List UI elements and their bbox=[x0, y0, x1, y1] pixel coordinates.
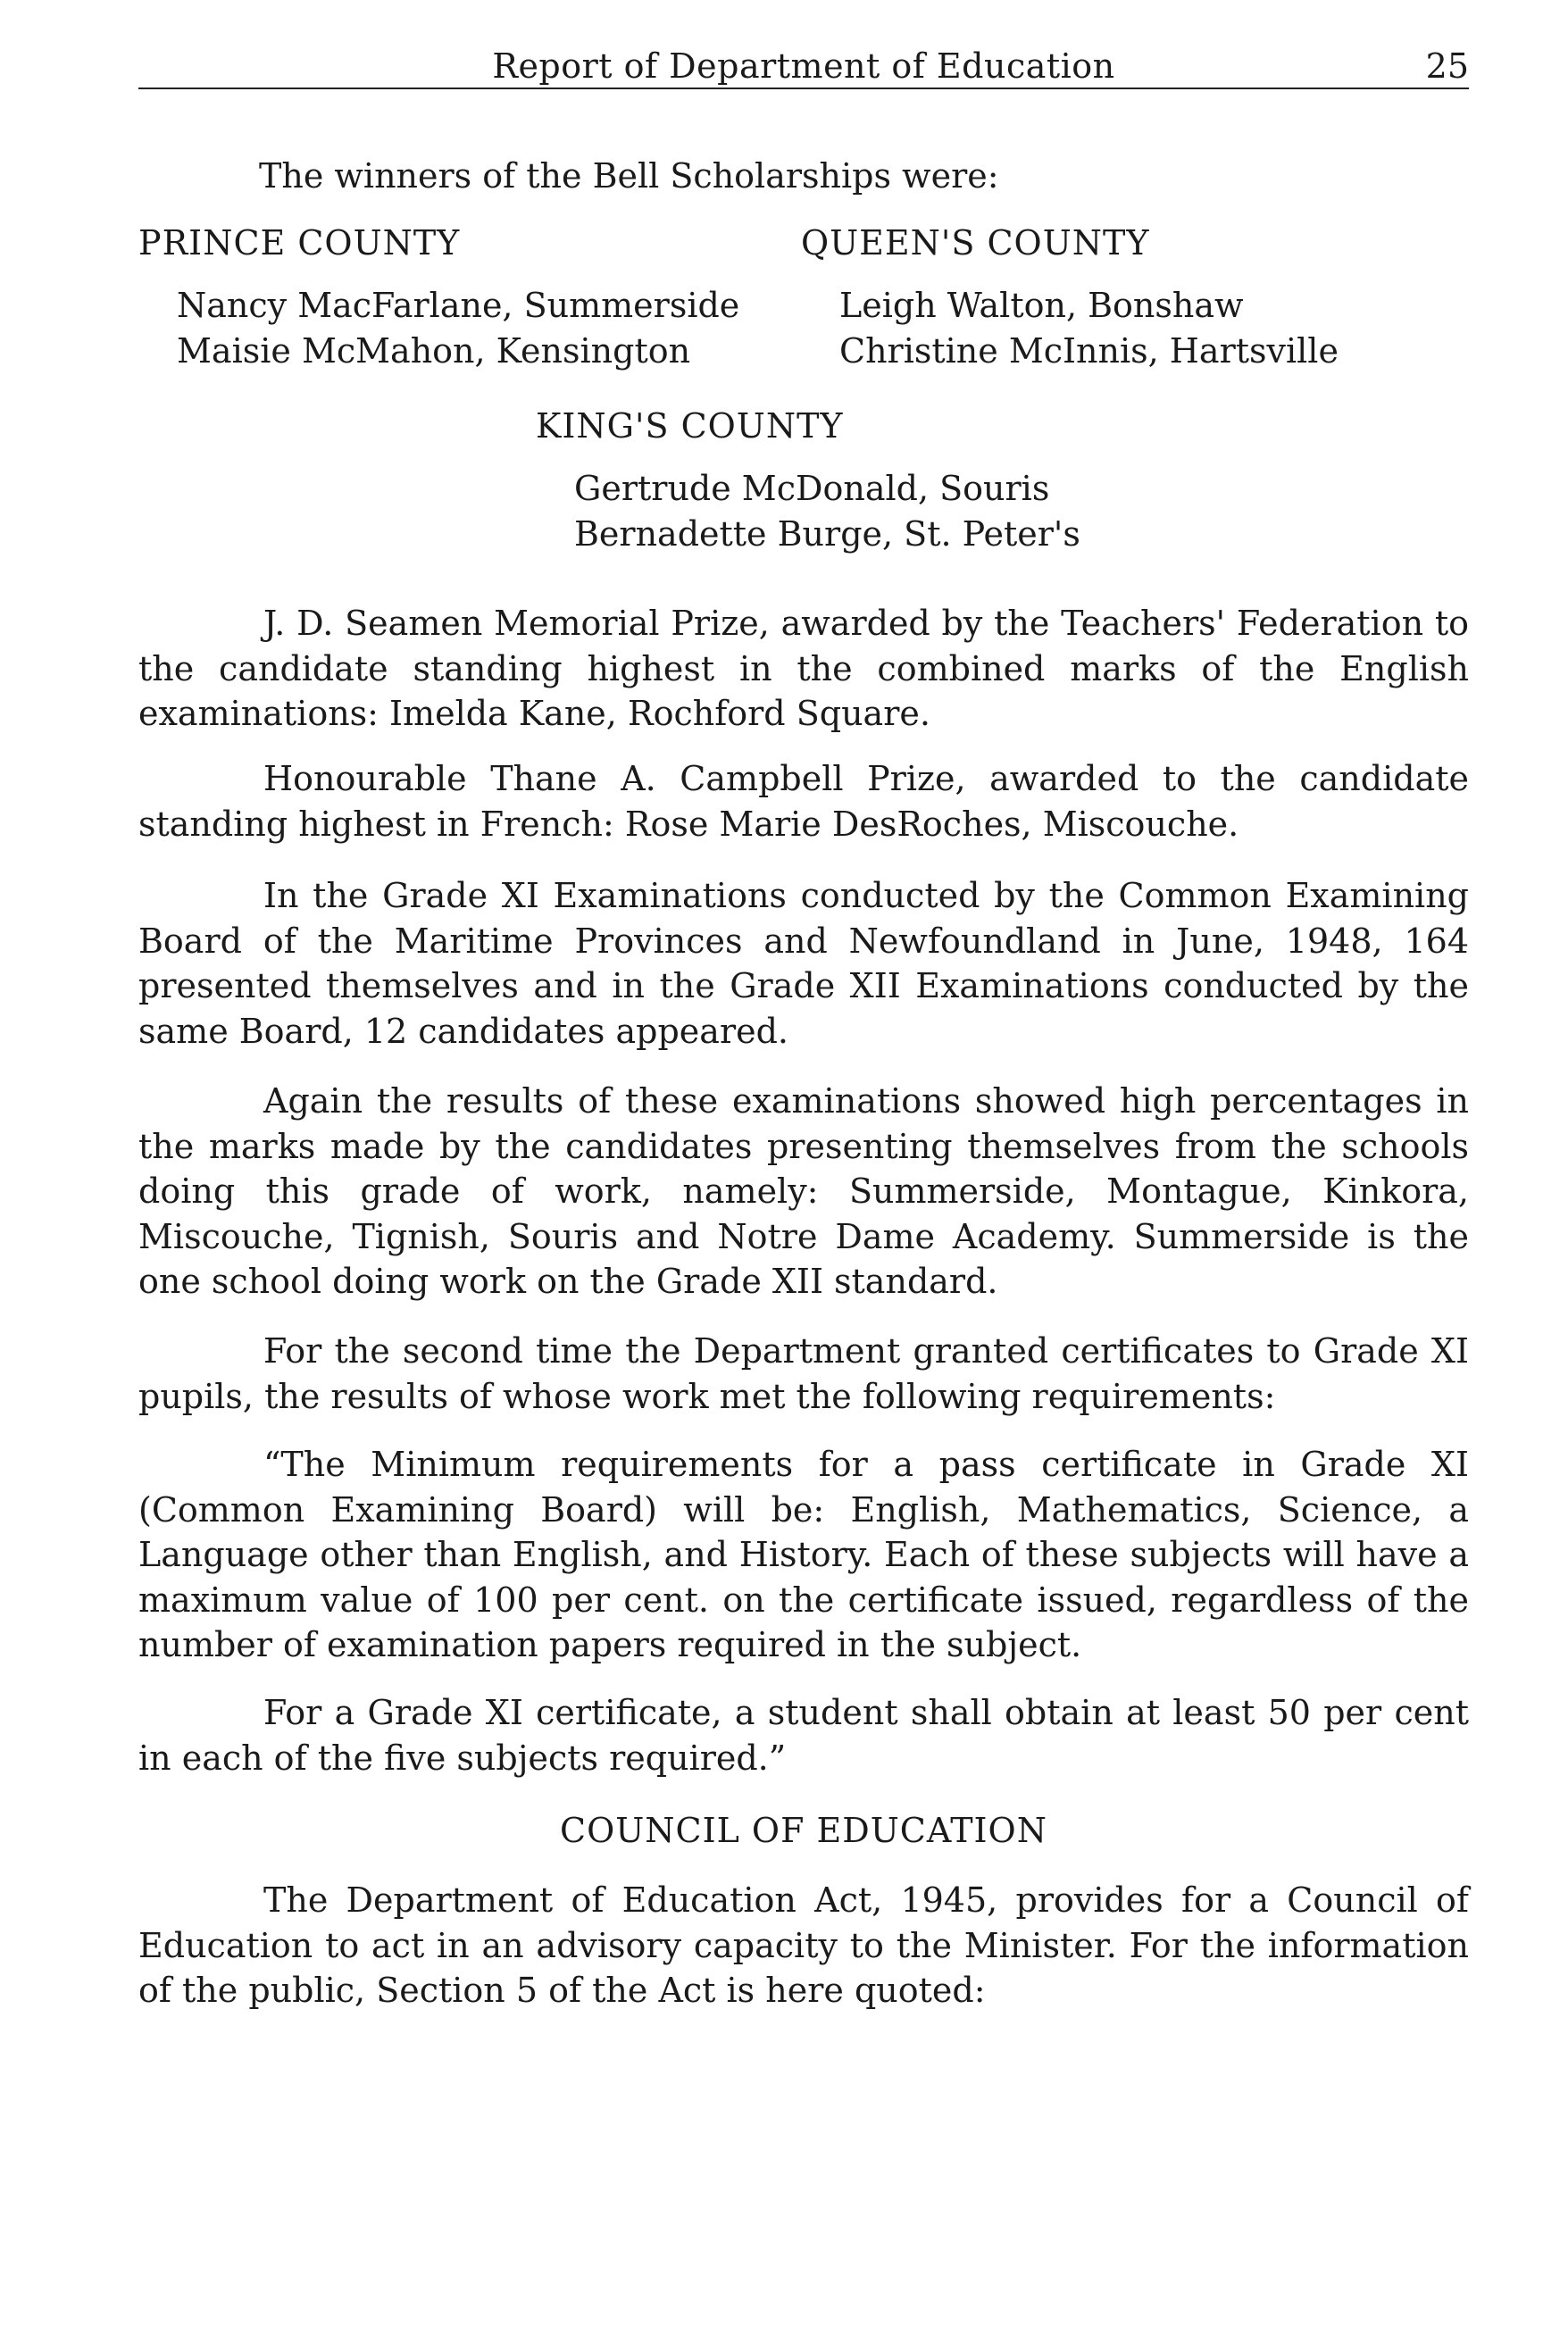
paragraph-quote-requirements: “The Minimum requirements for a pass certificate in Grade XI (Common Examining Board) will be: English, Mathematics, Science, a Language other than English, and History. Each of these subjects will have a maximum value of 100 per cent. on the certificate issued, regardless of the number of examination papers required in the subject. bbox=[138, 1445, 1469, 1664]
paragraph-results: Again the results of these examinations showed high percentages in the marks made by the candidates presenting themselves from the schools doing this grade of work, namely: Summerside, Montague, Kinkora, Miscouche, Tignish, Souris and Notre Dame Academy. Summerside is the one school doing work on the Grade XII standard. bbox=[138, 1081, 1469, 1301]
kings-county-winner: Bernadette Burge, St. Peter's bbox=[574, 514, 1080, 554]
kings-county-heading: KING'S COUNTY bbox=[536, 406, 844, 446]
kings-county-winner: Gertrude McDonald, Souris bbox=[574, 469, 1050, 508]
queens-county-winner: Christine McInnis, Hartsville bbox=[839, 331, 1339, 371]
paragraph-seamen-prize: J. D. Seamen Memorial Prize, awarded by the Teachers' Federation to the candidate standing highest in the combined marks of the English examinations: Imelda Kane, Rochford Square. bbox=[138, 604, 1469, 733]
prince-county-heading: PRINCE COUNTY bbox=[138, 223, 461, 263]
scholarships-intro: The winners of the Bell Scholarships were: bbox=[259, 156, 999, 196]
paragraph-certificates: For the second time the Department granted certificates to Grade XI pupils, the results of whose work met the following requirements: bbox=[138, 1331, 1469, 1416]
queens-county-winner: Leigh Walton, Bonshaw bbox=[839, 286, 1244, 325]
council-heading: COUNCIL OF EDUCATION bbox=[560, 1811, 1047, 1850]
queens-county-heading: QUEEN'S COUNTY bbox=[801, 223, 1150, 263]
paragraph-grade-xi-exams: In the Grade XI Examinations conducted by the Common Examining Board of the Maritime Provinces and Newfoundland in June, 1948, 164 presented themselves and in the Grade XII Examinations conducted by the same Board, 12 candidates appeared. bbox=[138, 876, 1469, 1051]
paragraph-quote-grade-xi: For a Grade XI certificate, a student shall obtain at least 50 per cent in each of the five subjects required.” bbox=[138, 1693, 1469, 1778]
page-number: 25 bbox=[1425, 46, 1469, 86]
page-header bbox=[138, 43, 1469, 89]
prince-county-winner: Nancy MacFarlane, Summerside bbox=[177, 286, 740, 325]
prince-county-winner: Maisie McMahon, Kensington bbox=[177, 331, 691, 371]
running-title: Report of Department of Education bbox=[492, 46, 1115, 86]
paragraph-council: The Department of Education Act, 1945, provides for a Council of Education to act in an advisory capacity to the Minister. For the information of the public, Section 5 of the Act is here quoted: bbox=[138, 1880, 1469, 2010]
paragraph-campbell-prize: Honourable Thane A. Campbell Prize, awarded to the candidate standing highest in French: Rose Marie DesRoches, Miscouche. bbox=[138, 759, 1469, 844]
